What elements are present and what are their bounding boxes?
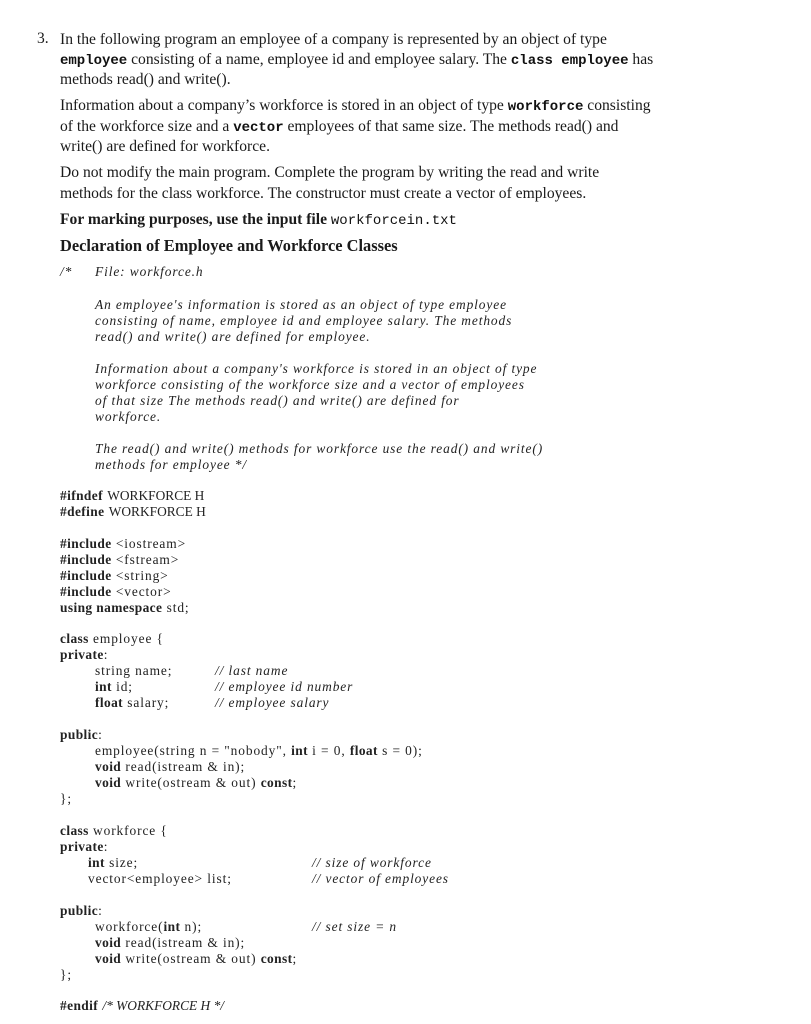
define-line	[60, 504, 206, 520]
float-keyword: float	[349, 743, 378, 758]
para-1-line-2	[60, 50, 653, 72]
class-keyword: class	[60, 631, 89, 646]
include-line-4	[60, 584, 172, 600]
employee-field-id-name: id;	[116, 679, 133, 694]
colon: :	[98, 727, 103, 742]
workforce-constructor	[95, 919, 202, 935]
define-keyword: #define	[60, 504, 105, 519]
para-2-line-1	[60, 96, 651, 118]
workforce-field-list-comment: // vector of employees	[312, 871, 449, 886]
workforce-field-list: vector<employee> list;	[88, 871, 232, 886]
comment-line-5: Information about a company's workforce is stored in an object of type	[95, 361, 538, 376]
workforce-class-name: workforce {	[93, 823, 168, 838]
include-fstream: <fstream>	[115, 552, 180, 567]
employee-field-id-comment: // employee id number	[215, 679, 354, 694]
workforce-field-size-name: size;	[109, 855, 139, 870]
comment-line-10: methods for employee */	[95, 457, 247, 472]
int-keyword: int	[163, 919, 181, 934]
private-keyword: private	[60, 647, 104, 662]
ifndef-line	[60, 488, 204, 504]
employee-ctor-c: s = 0);	[377, 743, 423, 758]
para-2-line-2-text-b: employees of that same size. The methods read() and	[283, 118, 619, 135]
para-2-line-1-text-b: consisting	[583, 97, 651, 114]
para-3-line-1: Do not modify the main program. Complete the program by writing the read and write	[60, 164, 600, 181]
workforce-public-label	[60, 903, 103, 919]
ifndef-macro: WORKFORCE H	[107, 488, 205, 503]
void-keyword: void	[95, 935, 122, 950]
read-signature: read(istream & in);	[125, 935, 246, 950]
include-keyword: #include	[60, 552, 112, 567]
employee-ctor-a: employee(string n = "nobody",	[95, 743, 292, 758]
public-keyword: public	[60, 903, 99, 918]
include-string: <string>	[115, 568, 169, 583]
employee-class-decl	[60, 631, 164, 647]
employee-ctor-b: i = 0,	[307, 743, 350, 758]
colon: :	[103, 647, 109, 662]
include-keyword: #include	[60, 536, 112, 551]
workforce-class-decl	[60, 823, 168, 839]
using-namespace-keyword: using namespace	[60, 600, 163, 615]
para-1-line-2-text-a: consisting of a name, employee id and employee salary. The	[127, 51, 511, 68]
employee-public-label	[60, 727, 103, 743]
code-class-employee: class employee	[510, 53, 629, 69]
employee-field-name-comment: // last name	[215, 663, 289, 678]
include-line-2	[60, 552, 179, 568]
endif-comment: /* WORKFORCE H */	[102, 998, 224, 1013]
class-keyword: class	[60, 823, 89, 838]
include-vector: <vector>	[115, 584, 172, 599]
include-line-1	[60, 536, 186, 552]
void-keyword: void	[95, 775, 122, 790]
employee-field-salary-comment: // employee salary	[215, 695, 330, 710]
code-employee: employee	[60, 53, 128, 69]
marking-note	[60, 210, 457, 232]
colon: :	[98, 903, 103, 918]
comment-line-2: An employee's information is stored as an object of type employee	[95, 297, 507, 312]
endif-keyword: #endif	[60, 998, 99, 1013]
employee-field-name: string name;	[95, 663, 173, 678]
workforce-field-size	[88, 855, 138, 871]
write-signature: write(ostream & out)	[125, 775, 261, 790]
using-line	[60, 600, 190, 616]
endif-line	[60, 998, 224, 1014]
comment-open: /*	[60, 264, 73, 279]
code-workforce: workforce	[507, 99, 584, 115]
comment-line-8: workforce.	[95, 409, 162, 424]
para-2-line-2-text-a: of the workforce size and a	[60, 118, 234, 135]
employee-constructor	[95, 743, 423, 759]
para-2-line-3: write() are defined for workforce.	[60, 138, 270, 155]
comment-line-7: of that size The methods read() and write() are defined for	[95, 393, 460, 408]
workforce-private-label	[60, 839, 108, 855]
para-1-line-1: In the following program an employee of a company is represented by an object of type	[60, 31, 607, 48]
void-keyword: void	[95, 951, 122, 966]
comment-line-6: workforce consisting of the workforce size and a vector of employees	[95, 377, 525, 392]
workforce-write-method	[95, 951, 297, 967]
include-line-3	[60, 568, 169, 584]
employee-class-name: employee {	[93, 631, 164, 646]
input-file-name: workforcein.txt	[330, 213, 457, 229]
question-number: 3.	[37, 30, 49, 47]
employee-field-id	[95, 679, 133, 695]
public-keyword: public	[60, 727, 99, 742]
int-keyword: int	[88, 855, 105, 870]
workforce-ctor-a: workforce(	[95, 919, 164, 934]
section-heading: Declaration of Employee and Workforce Classes	[60, 236, 398, 255]
code-vector: vector	[233, 120, 284, 136]
workforce-class-close: };	[60, 967, 72, 982]
para-2-line-1-text-a: Information about a company’s workforce is stored in an object of type	[60, 97, 508, 114]
int-keyword: int	[291, 743, 308, 758]
semicolon: ;	[292, 775, 298, 790]
int-keyword: int	[95, 679, 112, 694]
write-signature: write(ostream & out)	[125, 951, 261, 966]
para-1-line-3: methods read() and write().	[60, 71, 231, 88]
include-keyword: #include	[60, 568, 112, 583]
include-iostream: <iostream>	[115, 536, 187, 551]
private-keyword: private	[60, 839, 104, 854]
semicolon: ;	[292, 951, 298, 966]
employee-private-label	[60, 647, 108, 663]
void-keyword: void	[95, 759, 122, 774]
employee-write-method	[95, 775, 297, 791]
using-namespace-std: std;	[166, 600, 190, 615]
para-3-line-2: methods for the class workforce. The constructor must create a vector of employees.	[60, 185, 587, 202]
workforce-constructor-comment: // set size = n	[312, 919, 398, 934]
ifndef-keyword: #ifndef	[60, 488, 103, 503]
employee-field-salary-name: salary;	[127, 695, 170, 710]
const-keyword: const	[260, 775, 293, 790]
comment-line-4: read() and write() are defined for employee.	[95, 329, 371, 344]
employee-class-close: };	[60, 791, 72, 806]
const-keyword: const	[260, 951, 293, 966]
employee-read-method	[95, 759, 245, 775]
workforce-field-size-comment: // size of workforce	[312, 855, 432, 870]
workforce-read-method	[95, 935, 245, 951]
include-keyword: #include	[60, 584, 112, 599]
comment-file-line: File: workforce.h	[95, 264, 204, 279]
read-signature: read(istream & in);	[125, 759, 246, 774]
employee-field-salary	[95, 695, 169, 711]
float-keyword: float	[95, 695, 124, 710]
para-1-line-2-text-b: has	[628, 51, 654, 68]
workforce-ctor-b: n);	[180, 919, 203, 934]
para-2-line-2	[60, 117, 618, 139]
comment-line-3: consisting of name, employee id and employee salary. The methods	[95, 313, 513, 328]
comment-line-9: The read() and write() methods for workforce use the read() and write()	[95, 441, 544, 456]
marking-note-text: For marking purposes, use the input file	[60, 211, 331, 228]
define-macro: WORKFORCE H	[108, 504, 206, 519]
colon: :	[103, 839, 109, 854]
